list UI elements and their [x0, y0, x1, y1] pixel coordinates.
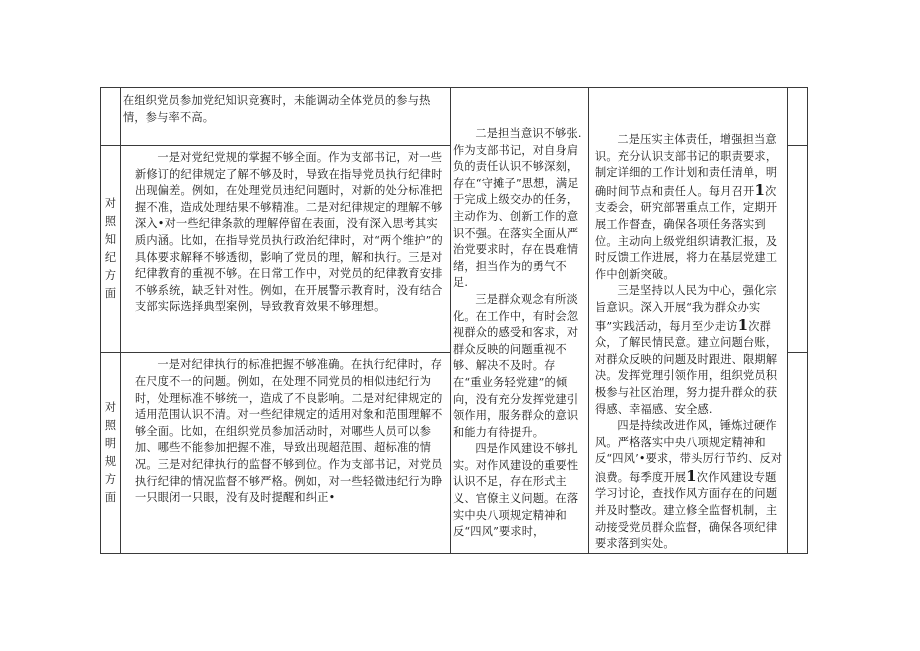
minggui-findings-text: 一是对纪律执行的标准把握不够准确。在执行纪律时，存在尺度不一的问题。例如，在处理不同党员的相似违纪行为时，处理标准不够统一，造成了不良影响。二是对纪律规定的适用范围认识不清。对一些纪律规定的适用对象和范围理解不够全面。比如，在组织党员参加活动时，对哪些人员可以参加、哪些不能参加把握不准，导致出现超范围、超标准的情况。三是对纪律执行的监督不够到位。作为支部书记，对党员执行纪律的情况监督不够严格。例如，对一些轻微违纪行为睁一只眼闭一只眼，没有及时提醒和纠正•	[135, 358, 443, 505]
measure-3-text: 三是坚持以人民为中心，强化宗旨意识。深入开展“我为群众办实事”实践活动，每月至少走访1次群众，了解民情民意。建立问题台账，对群众反映的问题及时跟进、限期解决。发挥党理引领作用，组织党员积极参与社区治理，努力提升群众的获得感、幸福感、安全感.	[595, 284, 778, 416]
participation-issue-cell	[121, 88, 451, 146]
table-row	[101, 88, 808, 146]
label-cell-empty	[101, 88, 121, 146]
measure-2-text: 二是压实主体责任，增强担当意识。充分认识支部书记的职责要求，制定详细的工作计划和责任清单，明确时间节点和责任人。每月召开1次支委会，研究部署重点工作，定期开展工作督查，确保各项任务落实到位。主动向上级党组织请教汇报，及时反馈工作进展，将力在基层党建工作中创新突破。	[595, 133, 778, 281]
comparison-table	[100, 87, 808, 554]
section-label-cell	[101, 146, 121, 353]
remarks-cell	[788, 146, 808, 353]
minggui-findings-cell	[121, 353, 451, 553]
section-label-cell	[101, 353, 121, 553]
remarks-cell	[788, 353, 808, 553]
remarks-cell	[788, 88, 808, 146]
zhiji-findings-cell	[121, 146, 451, 353]
measure-4-text: 四是持续改进作风，锤炼过硬作风。严格落实中央八项规定精神和反“四风’•要求，带头厉行节约、反对浪费。每季度开展1次作风建设专题学习讨论，查找作风方面存在的问题并及时整改。建立修全监督机制，主动接受党员群众监督，确保各项纪律要求落到实处。	[595, 419, 783, 551]
problem-3-text: 三是群众观念有所淡化。在工作中，有时会忽视群众的感受和客求，对群众反映的问题重视不够、解决不及时。存在“重业务轻党建”的倾向，没有充分发挥党建引领作用，服务群众的意识和能力有待提升。	[453, 292, 579, 439]
problem-2-text: 作为支部书记，对自身肩负的责任认识不够深刻，存在“守摊子”思想，满足于完成上级交办的任务，主动作为、创新工作的意识不强。在落实全面从严治党要求时，存在畏难情绪，担当作为的勇气不足.	[453, 143, 579, 290]
section-label-zhiji: 对照知纪方面	[104, 197, 117, 301]
problems-column	[451, 88, 589, 554]
problem-2-heading: 二是担当意识不够张.	[475, 127, 582, 140]
zhiji-findings-text: 一是对党纪党规的掌握不够全面。作为支部书记，对一些新修订的纪律规定了解不够及时，导致在指导党员执行纪律时出现偏差。例如，在处理党员违纪问题时，对新的处分标准把握不准，造成处理结果不够精准。二是对纪律规定的理解不够深入•对一些纪律条款的理解停留在表面，没有深入思考其实质内涵。比如，在指导党员执行政治纪律时，对“两个维护”的具体要求解释不够透彻，影响了党员的理，解和执行。三是对纪律教育的重视不够。在日常工作中，对党员的纪律教育安排不够系统，缺乏针对性。例如，在开展警示教育时，没有结合支部实际选择典型案例，导致教育效果不够理想。	[135, 151, 443, 314]
section-label-minggui: 对照明规方面	[104, 401, 117, 505]
participation-issue-text: 在组织党员参加党纪知识竞赛时，未能调动全体党员的参与热情，参与率不高。	[123, 94, 431, 124]
measures-column	[589, 88, 788, 554]
problem-4-text: 四是作风建设不够扎实。对作风建设的重要性认识不足，存在形式主义、官僚主义问题。在落实中央八项规定精神和反“四风”要求时，	[453, 442, 579, 539]
